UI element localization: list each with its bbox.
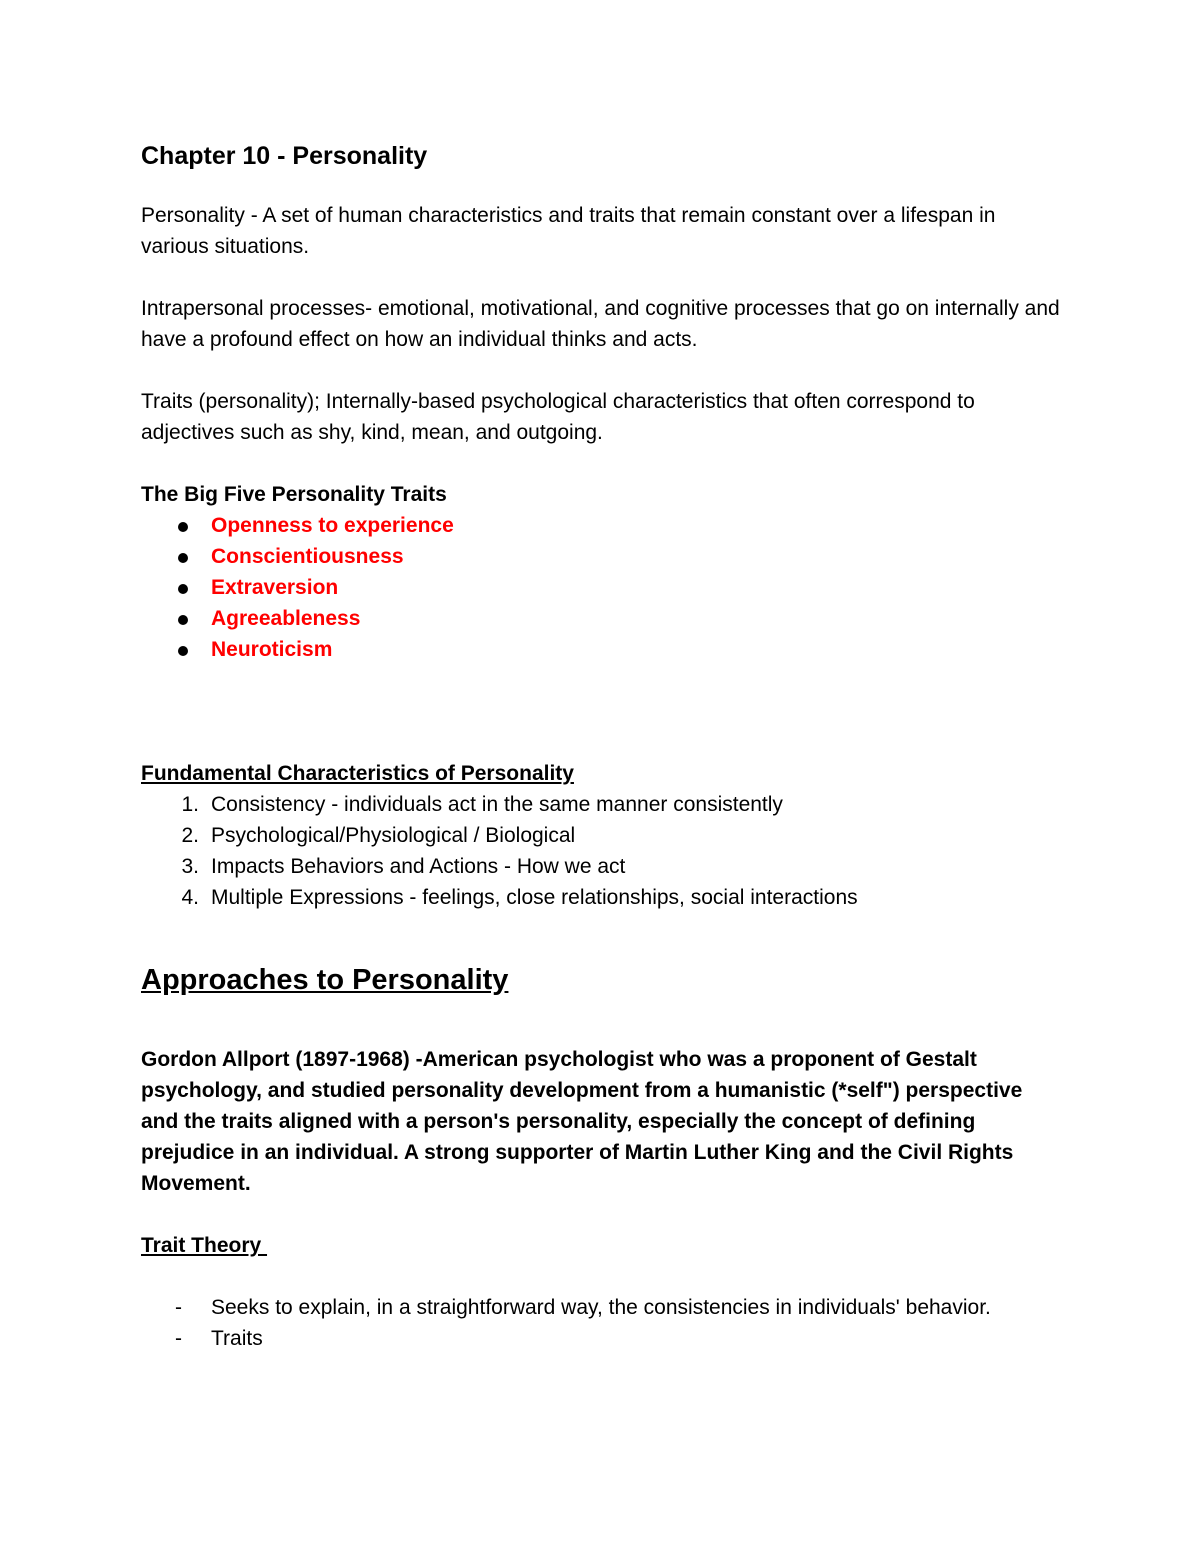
list-item (141, 541, 1061, 572)
bullet-icon (178, 522, 188, 532)
list-item (141, 851, 1061, 882)
trait-theory-list (141, 1292, 1061, 1354)
bullet-icon (178, 584, 188, 594)
definition-personality: Personality - A set of human characteristics and traits that remain constant over a lifespan in various situations. (141, 204, 996, 258)
list-item-text: Extraversion (211, 576, 339, 599)
bullet-icon (178, 615, 188, 625)
list-item-text: Neuroticism (211, 638, 333, 661)
allport-paragraph: Gordon Allport (1897-1968) -American psychologist who was a proponent of Gestalt psychology, and studied personality development from a humanistic (*self") perspective and the traits aligned with a person's personality, especially the concept of defining prejudice in an individual. A strong supporter of Martin Luther King and the Civil Rights Movement. (141, 1048, 1023, 1195)
fundamentals-list (141, 789, 1061, 913)
list-item-text: Conscientiousness (211, 545, 404, 568)
list-number: 1. (181, 793, 199, 816)
list-item-text: Agreeableness (211, 607, 361, 630)
list-item-text: Consistency - individuals act in the same manner consistently (211, 793, 783, 816)
list-item (141, 882, 1061, 913)
fundamentals-heading: Fundamental Characteristics of Personality (141, 762, 574, 785)
big-five-list (141, 510, 1061, 665)
list-item (141, 510, 1061, 541)
dash-marker: - (175, 1296, 182, 1319)
list-item (141, 572, 1061, 603)
trait-theory-heading: Trait Theory (141, 1234, 268, 1257)
list-number: 4. (181, 886, 199, 909)
list-item-text: Seeks to explain, in a straightforward way, the consistencies in individuals' behavior. (211, 1296, 991, 1319)
dash-marker: - (175, 1327, 182, 1350)
list-item (141, 1323, 1061, 1354)
chapter-title: Chapter 10 - Personality (141, 142, 428, 170)
definition-traits: Traits (personality); Internally-based psychological characteristics that often correspond to adjectives such as shy, kind, mean, and outgoing. (141, 390, 975, 444)
list-item (141, 820, 1061, 851)
list-number: 2. (181, 824, 199, 847)
list-item (141, 1292, 1061, 1323)
list-item-text: Impacts Behaviors and Actions - How we act (211, 855, 626, 878)
big-five-heading: The Big Five Personality Traits (141, 483, 447, 506)
list-item-text: Openness to experience (211, 514, 454, 537)
list-number: 3. (181, 855, 199, 878)
list-item-text: Multiple Expressions - feelings, close relationships, social interactions (211, 886, 858, 909)
definition-intrapersonal: Intrapersonal processes- emotional, motivational, and cognitive processes that go on internally and have a profound effect on how an individual thinks and acts. (141, 297, 1060, 351)
approaches-heading: Approaches to Personality (141, 964, 509, 996)
bullet-icon (178, 553, 188, 563)
document-page (141, 138, 1061, 1354)
bullet-icon (178, 646, 188, 656)
list-item-text: Traits (211, 1327, 263, 1350)
list-item (141, 603, 1061, 634)
list-item (141, 789, 1061, 820)
list-item-text: Psychological/Physiological / Biological (211, 824, 576, 847)
list-item (141, 634, 1061, 665)
